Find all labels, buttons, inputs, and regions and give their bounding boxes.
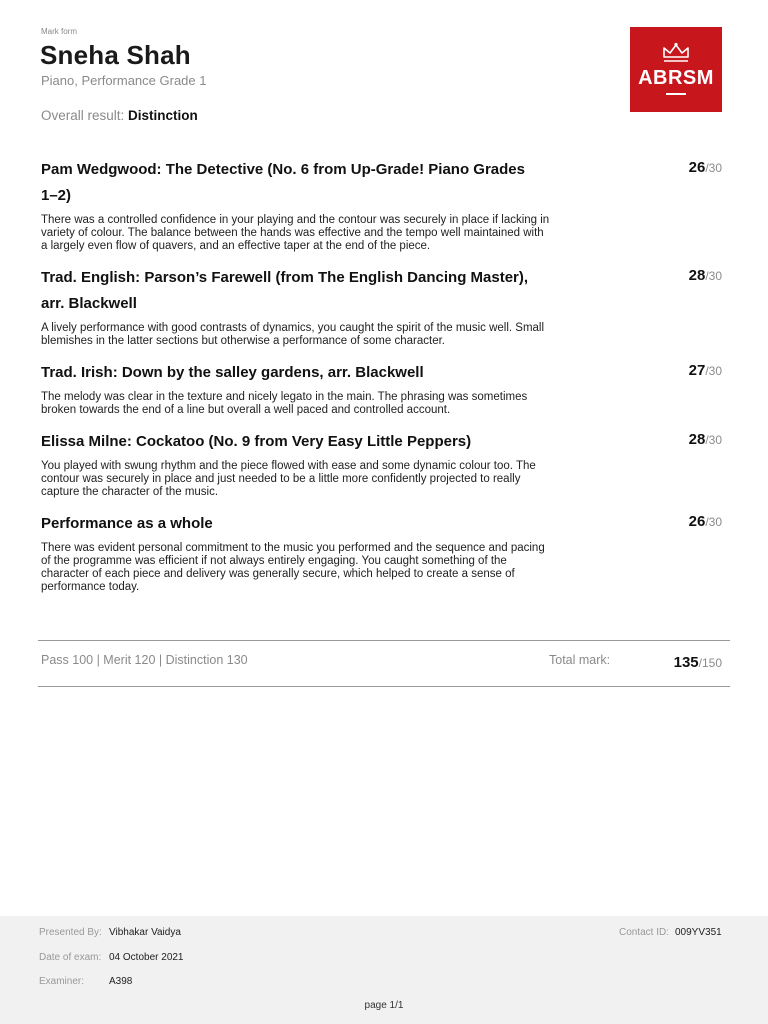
total-label: Total mark: bbox=[549, 653, 611, 667]
piece-row bbox=[41, 511, 722, 594]
piece-score bbox=[689, 159, 722, 176]
piece-score bbox=[689, 267, 722, 284]
piece-score bbox=[689, 513, 722, 530]
piece-max: /30 bbox=[705, 161, 722, 175]
piece-title: Trad. English: Parson’s Farewell (from The English Dancing Master), arr. Blackwell bbox=[41, 269, 529, 312]
presented-by-value: Vibhakar Vaidya bbox=[109, 927, 181, 938]
piece-comment: There was a controlled confidence in your playing and the contour was securely in place if lacking in variety of colour. The balance between the hands was effective and the tempo well maintained with a largely even flow of quavers, and an effective taper at the end of the piece. bbox=[41, 214, 550, 252]
piece-max: /30 bbox=[705, 515, 722, 529]
candidate-name: Sneha Shah bbox=[40, 40, 191, 70]
piece-max: /30 bbox=[705, 433, 722, 447]
exam-date-label: Date of exam: bbox=[39, 952, 102, 963]
piece-mark: 28 bbox=[688, 431, 706, 448]
contact-id-label: Contact ID: bbox=[619, 927, 670, 938]
piece-title: Performance as a whole bbox=[41, 515, 213, 532]
divider-top bbox=[38, 640, 730, 641]
piece-mark: 27 bbox=[688, 362, 706, 379]
piece-mark: 26 bbox=[688, 513, 706, 530]
grade-thresholds: Pass 100 | Merit 120 | Distinction 130 bbox=[41, 653, 248, 667]
piece-max: /30 bbox=[705, 269, 722, 283]
page-number: page 1/1 bbox=[364, 1000, 404, 1011]
divider-bottom bbox=[38, 686, 730, 687]
piece-row bbox=[41, 360, 722, 417]
examiner-label: Examiner: bbox=[39, 976, 85, 987]
piece-max: /30 bbox=[705, 364, 722, 378]
pieces-list bbox=[41, 157, 722, 606]
abrsm-logo bbox=[630, 27, 722, 112]
piece-row bbox=[41, 265, 722, 348]
piece-row bbox=[41, 429, 722, 499]
piece-title: Trad. Irish: Down by the salley gardens, arr. Blackwell bbox=[41, 364, 424, 381]
piece-title: Pam Wedgwood: The Detective (No. 6 from Up-Grade! Piano Grades 1–2) bbox=[41, 161, 525, 204]
total-max: /150 bbox=[698, 656, 722, 670]
piece-mark: 26 bbox=[688, 159, 706, 176]
presented-by-label: Presented By: bbox=[39, 927, 102, 938]
logo-underline bbox=[666, 93, 686, 95]
piece-comment: The melody was clear in the texture and nicely legato in the main. The phrasing was sometimes broken towards the end of a line but overall a well paced and controlled account. bbox=[41, 391, 528, 416]
overall-result bbox=[41, 108, 198, 123]
piece-comment: A lively performance with good contrasts of dynamics, you caught the spirit of the music well. Small blemishes in the latter sections but otherwise a performance of some character. bbox=[41, 322, 545, 347]
examiner-value: A398 bbox=[109, 976, 133, 987]
subject-grade: Piano, Performance Grade 1 bbox=[41, 73, 207, 88]
piece-title: Elissa Milne: Cockatoo (No. 9 from Very Easy Little Peppers) bbox=[41, 433, 472, 450]
overall-result-value: Distinction bbox=[128, 108, 198, 123]
piece-score bbox=[689, 362, 722, 379]
contact-id-value: 009YV351 bbox=[675, 927, 722, 938]
crown-icon bbox=[661, 42, 691, 64]
total-score bbox=[674, 654, 722, 671]
piece-comment: There was evident personal commitment to the music you performed and the sequence and pacing of the programme was efficient if not always entirely engaging. You caught something of the character of each piece and delivery was generally secure, which helped to create a sense of performance today. bbox=[41, 542, 545, 593]
logo-text: ABRSM bbox=[638, 67, 714, 89]
total-mark: 135 bbox=[673, 654, 699, 671]
piece-row bbox=[41, 157, 722, 253]
exam-date-value: 04 October 2021 bbox=[109, 952, 184, 963]
piece-mark: 28 bbox=[688, 267, 706, 284]
footer bbox=[0, 916, 768, 1024]
piece-score bbox=[689, 431, 722, 448]
doc-label: Mark form bbox=[41, 27, 77, 36]
piece-comment: You played with swung rhythm and the piece flowed with ease and some dynamic colour too. The contour was securely in place and just needed to be a little more confidently projected to really capture the character of the music. bbox=[41, 460, 536, 498]
overall-result-label: Overall result: bbox=[41, 108, 125, 123]
